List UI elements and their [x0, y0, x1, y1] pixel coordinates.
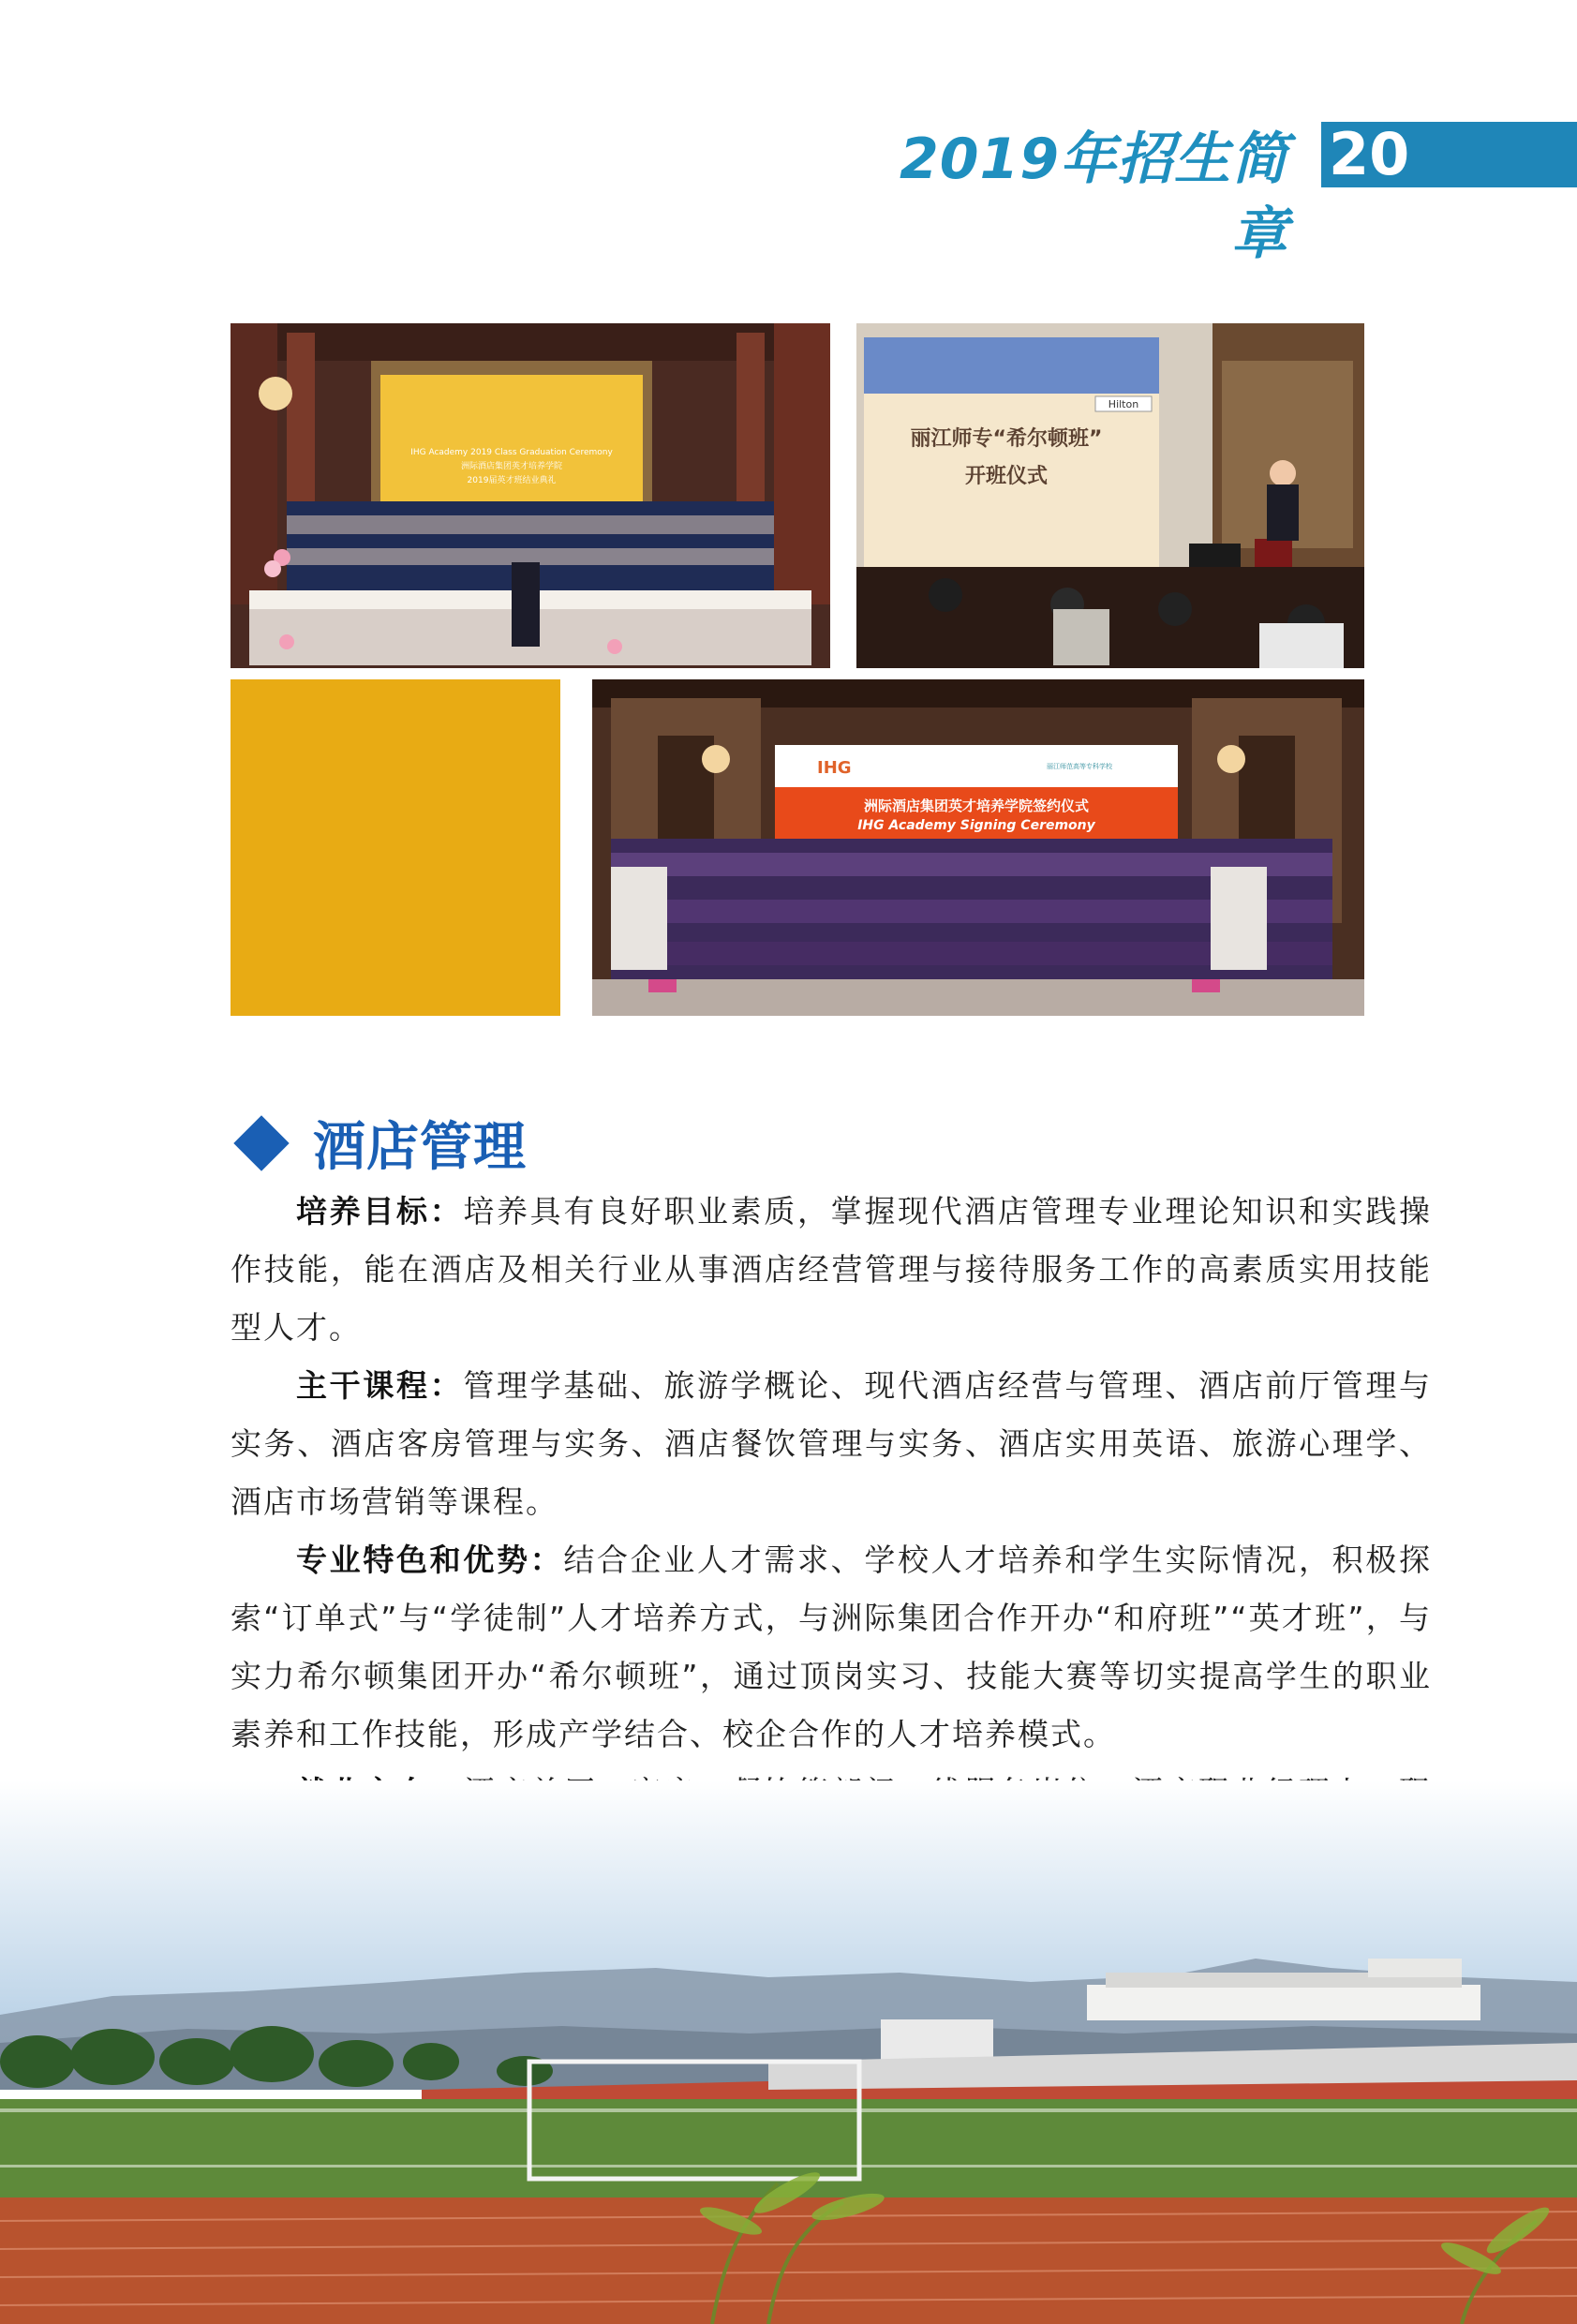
paragraph-training-goal	[231, 1183, 1432, 1357]
label-features: 专业特色和优势：	[296, 1542, 564, 1578]
graduation-screen-line3: 2019届英才班结业典礼	[467, 476, 557, 485]
paragraph-main-courses	[231, 1357, 1432, 1531]
text-training-goal: 培养具有良好职业素质，掌握现代酒店管理专业理论知识和实践操作技能，能在酒店及相关行业从事酒店经营管理与接待服务工作的高素质实用技能型人才。	[231, 1193, 1433, 1346]
section-body	[231, 1183, 1432, 1880]
signing-ceremony-photo	[592, 679, 1364, 1016]
accent-color-block	[231, 679, 560, 1016]
label-training-goal: 培养目标：	[296, 1193, 464, 1229]
graduation-screen-line1: IHG Academy 2019 Class Graduation Ceremony	[410, 448, 613, 457]
college-logo-text: 丽江师范高等专科学校	[1047, 763, 1112, 770]
signing-screen-line2: IHG Academy Signing Ceremony	[857, 818, 1095, 833]
hilton-brand-text: Hilton	[1108, 398, 1139, 410]
hilton-screen-line1: 丽江师专“希尔顿班”	[910, 427, 1103, 451]
text-main-courses: 管理学基础、旅游学概论、现代酒店经营与管理、酒店前厅管理与实务、酒店客房管理与实务、酒店餐饮管理与实务、酒店实用英语、旅游心理学、酒店市场营销等课程。	[231, 1367, 1433, 1520]
graduation-screen-line2: 洲际酒店集团英才培养学院	[460, 462, 563, 471]
section-title: 酒店管理	[313, 1117, 527, 1178]
label-main-courses: 主干课程：	[296, 1367, 464, 1404]
campus-stadium-image	[0, 1780, 1577, 2324]
page-number: 20	[1329, 120, 1410, 188]
hilton-screen-line2: 开班仪式	[964, 465, 1049, 488]
graduation-ceremony-photo	[231, 323, 830, 668]
diamond-bullet-icon	[233, 1115, 289, 1170]
ihg-logo-text: IHG	[817, 758, 852, 778]
text-features: 结合企业人才需求、学校人才培养和学生实际情况，积极探索“订单式”与“学徒制”人才培养方式，与洲际集团合作开办“和府班”“英才班”，与实力希尔顿集团开办“希尔顿班”，通过顶岗实习、技能大赛等切实提高学生的职业素养和工作技能，形成产学结合、校企合作的人才培养模式。	[231, 1542, 1433, 1752]
hilton-class-opening-photo	[856, 323, 1364, 668]
brochure-title: 2019年招生简章	[900, 127, 1288, 267]
paragraph-features	[231, 1531, 1432, 1764]
section-heading	[231, 1106, 527, 1181]
signing-screen-line1: 洲际酒店集团英才培养学院签约仪式	[863, 797, 1090, 814]
